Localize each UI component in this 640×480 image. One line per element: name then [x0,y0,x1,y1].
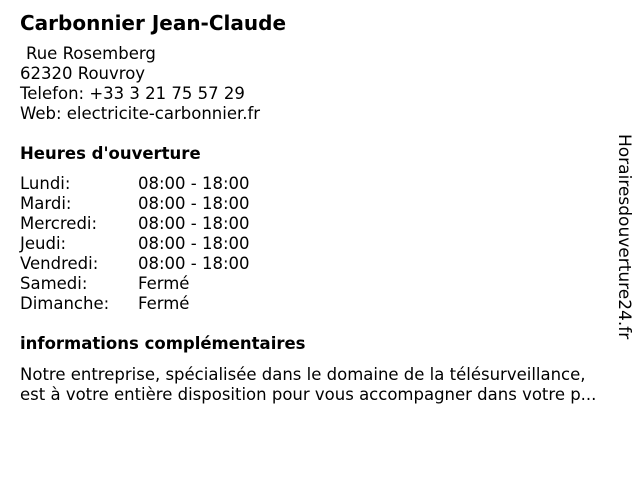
day-label: Dimanche: [20,294,110,313]
website: Web: electricite-carbonnier.fr [20,104,261,123]
additional-info-heading: informations complémentaires [20,334,306,353]
hours-row-monday [20,174,280,194]
info-line-1: Notre entreprise, spécialisée dans le domaine de la télésurveillance, [20,365,586,384]
info-line-2: est à votre entière disposition pour vous accompagner dans votre p... [20,385,597,404]
street-address: Rue Rosemberg [26,44,156,63]
business-address [20,44,260,124]
day-hours: 08:00 - 18:00 [138,234,250,253]
day-label: Samedi: [20,274,88,293]
opening-hours-list [20,174,280,314]
day-label: Vendredi: [20,254,99,273]
day-hours: 08:00 - 18:00 [138,174,250,193]
day-label: Mercredi: [20,214,98,233]
day-hours: Fermé [138,294,190,313]
day-hours: 08:00 - 18:00 [138,214,250,233]
phone-number: Telefon: +33 3 21 75 57 29 [20,84,245,103]
day-hours: 08:00 - 18:00 [138,254,250,273]
day-label: Jeudi: [20,234,67,253]
day-label: Mardi: [20,194,72,213]
hours-row-thursday [20,234,280,254]
watermark-text: Horairesdouverture24.fr [614,134,634,340]
hours-row-saturday [20,274,280,294]
day-hours: Fermé [138,274,190,293]
opening-hours-heading: Heures d'ouverture [20,144,201,163]
hours-row-friday [20,254,280,274]
day-label: Lundi: [20,174,71,193]
city-postal: 62320 Rouvroy [20,64,146,83]
business-name: Carbonnier Jean-Claude [20,11,287,35]
additional-info-text [20,365,626,405]
hours-row-sunday [20,294,280,314]
hours-row-tuesday [20,194,280,214]
day-hours: 08:00 - 18:00 [138,194,250,213]
hours-row-wednesday [20,214,280,234]
site-watermark [612,134,636,374]
